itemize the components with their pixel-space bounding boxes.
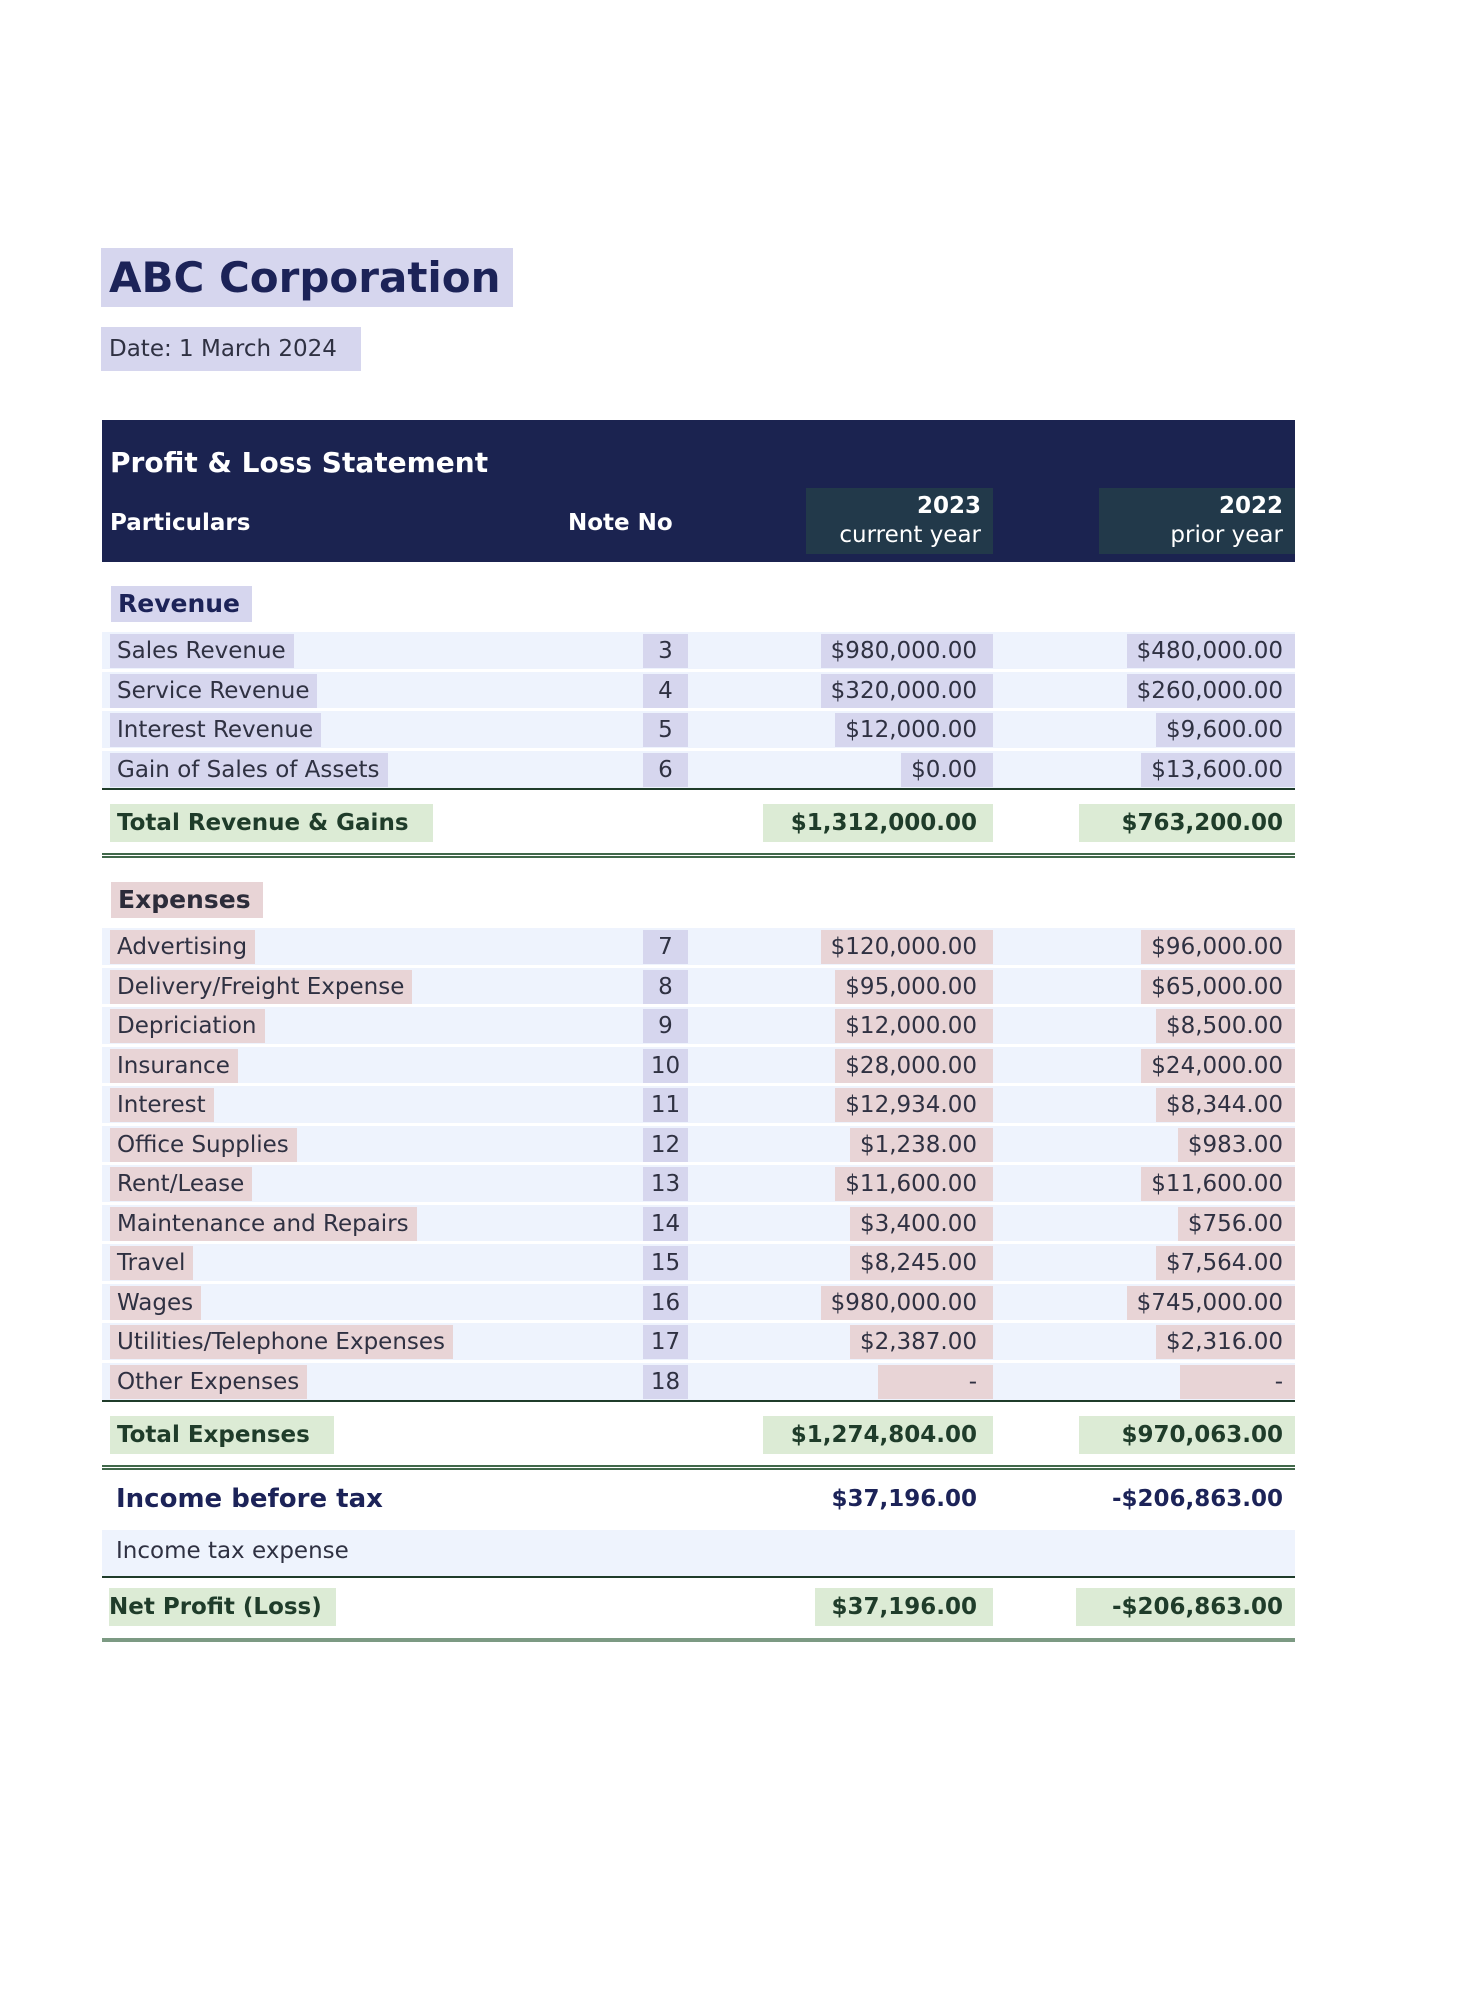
row-label: Interest Revenue [110, 713, 321, 747]
column-current-year [806, 488, 993, 554]
row-note: 4 [643, 674, 688, 708]
row-label: Wages [110, 1286, 201, 1320]
row-note: 18 [643, 1365, 688, 1399]
column-prior-year [1099, 488, 1295, 554]
prior-year-label: 2022 [1218, 493, 1283, 519]
row-current-year-value: $320,000.00 [821, 674, 993, 708]
prior-year-sub: prior year [1170, 522, 1283, 548]
table-row [102, 711, 1295, 751]
table-row [102, 1047, 1295, 1087]
income-before-tax-label: Income before tax [116, 1484, 383, 1514]
row-note: 12 [643, 1128, 688, 1162]
table-row [102, 1165, 1295, 1205]
revenue-title: Revenue [111, 586, 252, 622]
row-current-year-value: $980,000.00 [821, 1286, 993, 1320]
row-note: 8 [643, 970, 688, 1004]
income-before-tax-row [102, 1470, 1295, 1530]
row-note: 17 [643, 1325, 688, 1359]
row-prior-year-value: $11,600.00 [1141, 1167, 1295, 1201]
row-note: 16 [643, 1286, 688, 1320]
total-expenses-prior: $970,063.00 [1079, 1416, 1295, 1454]
table-row [102, 1086, 1295, 1126]
row-prior-year-value: $480,000.00 [1127, 634, 1295, 668]
row-prior-year-value: $745,000.00 [1127, 1286, 1295, 1320]
row-current-year-value: - [878, 1365, 993, 1399]
income-before-tax-current: $37,196.00 [831, 1486, 977, 1512]
row-label: Insurance [110, 1049, 238, 1083]
total-revenue-current: $1,312,000.00 [763, 804, 993, 842]
row-label: Travel [110, 1246, 193, 1280]
company-name: ABC Corporation [101, 248, 513, 307]
table-row [102, 751, 1295, 791]
row-current-year-value: $12,000.00 [835, 1009, 993, 1043]
row-current-year-value: $28,000.00 [835, 1049, 993, 1083]
income-tax-row [102, 1530, 1295, 1578]
row-label: Gain of Sales of Assets [110, 753, 388, 787]
net-profit-current: $37,196.00 [815, 1588, 993, 1626]
total-revenue-row [102, 790, 1295, 858]
row-label: Other Expenses [110, 1365, 307, 1399]
row-prior-year-value: $9,600.00 [1156, 713, 1295, 747]
row-current-year-value: $12,934.00 [835, 1088, 993, 1122]
row-prior-year-value: $96,000.00 [1141, 930, 1295, 964]
table-row [102, 1244, 1295, 1284]
row-note: 5 [643, 713, 688, 747]
row-current-year-value: $12,000.00 [835, 713, 993, 747]
row-current-year-value: $1,238.00 [850, 1128, 993, 1162]
row-prior-year-value: $24,000.00 [1141, 1049, 1295, 1083]
table-row [102, 1007, 1295, 1047]
row-note: 9 [643, 1009, 688, 1043]
total-revenue-label: Total Revenue & Gains [110, 804, 433, 842]
row-current-year-value: $2,387.00 [850, 1325, 993, 1359]
total-expenses-label: Total Expenses [110, 1416, 334, 1454]
row-current-year-value: $11,600.00 [835, 1167, 993, 1201]
row-prior-year-value: $13,600.00 [1141, 753, 1295, 787]
expenses-title: Expenses [111, 882, 263, 918]
row-prior-year-value: $8,500.00 [1156, 1009, 1295, 1043]
row-prior-year-value: $260,000.00 [1127, 674, 1295, 708]
row-label: Delivery/Freight Expense [110, 970, 412, 1004]
table-row [102, 672, 1295, 712]
row-note: 11 [643, 1088, 688, 1122]
table-row [102, 1363, 1295, 1403]
row-prior-year-value: $983.00 [1178, 1128, 1295, 1162]
income-before-tax-prior: -$206,863.00 [1111, 1486, 1283, 1512]
net-profit-row [102, 1578, 1295, 1642]
row-current-year-value: $95,000.00 [835, 970, 993, 1004]
row-note: 6 [643, 753, 688, 787]
total-revenue-prior: $763,200.00 [1079, 804, 1295, 842]
table-row [102, 1284, 1295, 1324]
expense-rows [102, 928, 1295, 1402]
row-prior-year-value: $8,344.00 [1156, 1088, 1295, 1122]
row-label: Utilities/Telephone Expenses [110, 1325, 453, 1359]
statement-title: Profit & Loss Statement [110, 446, 489, 479]
column-particulars: Particulars [110, 510, 251, 536]
row-label: Sales Revenue [110, 634, 294, 668]
row-note: 3 [643, 634, 688, 668]
row-prior-year-value: $2,316.00 [1156, 1325, 1295, 1359]
row-label: Depriciation [110, 1009, 265, 1043]
row-current-year-value: $980,000.00 [821, 634, 993, 668]
row-current-year-value: $0.00 [901, 753, 993, 787]
row-label: Office Supplies [110, 1128, 297, 1162]
table-row [102, 1126, 1295, 1166]
row-prior-year-value: $65,000.00 [1141, 970, 1295, 1004]
row-current-year-value: $8,245.00 [850, 1246, 993, 1280]
row-note: 13 [643, 1167, 688, 1201]
table-header [102, 420, 1295, 562]
table-row [102, 1205, 1295, 1245]
row-label: Rent/Lease [110, 1167, 252, 1201]
total-expenses-row [102, 1402, 1295, 1470]
statement-date: Date: 1 March 2024 [101, 327, 361, 371]
row-prior-year-value: $756.00 [1178, 1207, 1295, 1241]
row-label: Maintenance and Repairs [110, 1207, 417, 1241]
revenue-section-heading [102, 562, 1295, 632]
table-row [102, 1323, 1295, 1363]
table-row [102, 928, 1295, 968]
row-current-year-value: $120,000.00 [821, 930, 993, 964]
column-note-no: Note No [568, 510, 673, 536]
row-note: 14 [643, 1207, 688, 1241]
row-note: 7 [643, 930, 688, 964]
table-row [102, 632, 1295, 672]
expenses-section-heading [102, 858, 1295, 928]
current-year-sub: current year [839, 522, 981, 548]
current-year-label: 2023 [916, 493, 981, 519]
row-note: 10 [643, 1049, 688, 1083]
income-tax-label: Income tax expense [116, 1538, 349, 1564]
row-label: Advertising [110, 930, 255, 964]
net-profit-label: Net Profit (Loss) [109, 1588, 336, 1626]
row-label: Service Revenue [110, 674, 317, 708]
row-prior-year-value: $7,564.00 [1156, 1246, 1295, 1280]
net-profit-prior: -$206,863.00 [1076, 1588, 1295, 1626]
row-note: 15 [643, 1246, 688, 1280]
profit-loss-sheet [102, 420, 1295, 1642]
revenue-rows [102, 632, 1295, 790]
row-label: Interest [110, 1088, 214, 1122]
total-expenses-current: $1,274,804.00 [763, 1416, 993, 1454]
table-row [102, 968, 1295, 1008]
row-prior-year-value: - [1180, 1365, 1295, 1399]
row-current-year-value: $3,400.00 [850, 1207, 993, 1241]
